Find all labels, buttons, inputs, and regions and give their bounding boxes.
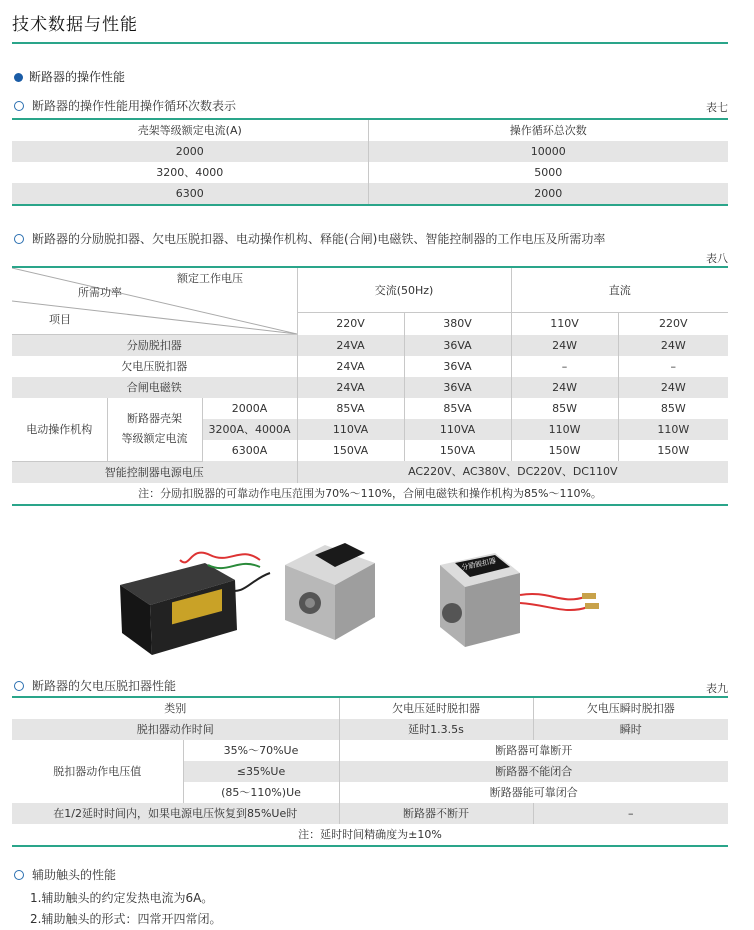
- circle-bullet-icon: [14, 101, 24, 111]
- table7-header-cell: 操作循环总次数: [368, 119, 728, 141]
- aux-item: 2.辅助触头的形式：四常开四常闭。: [30, 912, 222, 926]
- table7-caption: [14, 97, 236, 114]
- table7-cell: 3200、4000: [12, 162, 368, 183]
- table9: [12, 696, 728, 847]
- table8-cell: 150VA: [404, 440, 511, 461]
- table8-cell: –: [511, 356, 618, 377]
- table9-header-cell: 类别: [12, 697, 339, 719]
- table7-caption-text: 断路器的操作性能用操作循环次数表示: [32, 99, 237, 113]
- volt-range: ≤35%Ue: [183, 761, 339, 782]
- volt-range: (85～110%)Ue: [183, 782, 339, 803]
- motor-sub-label-2: 等级额定电流: [121, 432, 188, 446]
- table8-cell: 85VA: [297, 398, 404, 419]
- table8-cell: 24W: [618, 377, 728, 398]
- release-unit-image: [440, 553, 599, 647]
- table8-cell: 36VA: [404, 356, 511, 377]
- controller-label: 智能控制器电源电压: [12, 461, 297, 483]
- table9-header-cell: 欠电压延时脱扣器: [339, 697, 533, 719]
- table7-header-cell: 壳架等级额定电流(A): [12, 119, 368, 141]
- volt-header: 220V: [618, 313, 728, 335]
- table7-number: 表七: [706, 101, 728, 114]
- table7-cell: 10000: [368, 141, 728, 162]
- table8-cell: 150VA: [297, 440, 404, 461]
- motor-label: 电动操作机构: [12, 398, 107, 461]
- diag-label-voltage: 额定工作电压: [177, 272, 243, 285]
- table8-cell: 150W: [618, 440, 728, 461]
- table9-number: 表九: [706, 682, 728, 695]
- table8: [12, 266, 728, 506]
- aux-item: 1.辅助触头的约定发热电流为6A。: [30, 891, 214, 905]
- table8-caption-text: 断路器的分励脱扣器、欠电压脱扣器、电动操作机构、释能(合闸)电磁铁、智能控制器的工作电压及所需功率: [32, 232, 606, 246]
- table8-cell: 24VA: [297, 335, 404, 357]
- row-label: 分励脱扣器: [12, 335, 297, 357]
- dc-header: 直流: [511, 267, 728, 313]
- row-label: 欠电压脱扣器: [12, 356, 297, 377]
- table8-cell: 24W: [618, 335, 728, 357]
- table8-cell: 36VA: [404, 377, 511, 398]
- volt-range: 35%～70%Ue: [183, 740, 339, 761]
- table9-header-cell: 欠电压瞬时脱扣器: [533, 697, 728, 719]
- table8-cell: 110W: [618, 419, 728, 440]
- volt-header: 220V: [297, 313, 404, 335]
- controller-value: AC220V、AC380V、DC220V、DC110V: [297, 461, 728, 483]
- aux-heading: [14, 866, 116, 883]
- volt-label: 脱扣器动作电压值: [12, 740, 183, 803]
- motor-current: 2000A: [202, 398, 297, 419]
- table8-cell: 110W: [511, 419, 618, 440]
- table8-cell: 110VA: [297, 419, 404, 440]
- table9-caption: [14, 677, 176, 694]
- row-label: 在1/2延时时间内，如果电源电压恢复到85%Ue时: [12, 803, 339, 824]
- title-rule: [12, 42, 728, 44]
- section-title: 断路器的操作性能: [29, 70, 126, 84]
- table8-cell: 150W: [511, 440, 618, 461]
- circle-bullet-icon: [14, 681, 24, 691]
- table8-cell: 24VA: [297, 356, 404, 377]
- bullet-dot-icon: [14, 73, 23, 82]
- circle-bullet-icon: [14, 234, 24, 244]
- table8-cell: 110VA: [404, 419, 511, 440]
- product-photo: [110, 535, 640, 665]
- motor-sub-label: [107, 398, 202, 461]
- section-heading: [14, 68, 125, 85]
- page-title: 技术数据与性能: [12, 15, 138, 35]
- motor-sub-label-1: 断路器壳架: [127, 412, 182, 426]
- motor-current: 6300A: [202, 440, 297, 461]
- diag-label-item: 项目: [49, 313, 71, 326]
- table7-cell: 5000: [368, 162, 728, 183]
- table9-cell: 断路器不能闭合: [339, 761, 728, 782]
- motor-current: 3200A、4000A: [202, 419, 297, 440]
- table8-cell: 85W: [511, 398, 618, 419]
- circle-bullet-icon: [14, 870, 24, 880]
- ac-header: 交流(50Hz): [297, 267, 511, 313]
- table8-cell: 24W: [511, 377, 618, 398]
- table7-cell: 2000: [12, 141, 368, 162]
- volt-header: 110V: [511, 313, 618, 335]
- table8-caption: [14, 230, 605, 247]
- controller-module-image: [120, 563, 237, 655]
- table7: [12, 118, 728, 206]
- table8-cell: 85VA: [404, 398, 511, 419]
- table9-cell: 瞬时: [533, 719, 728, 740]
- table9-cell: –: [533, 803, 728, 824]
- aux-title: 辅助触头的性能: [32, 868, 117, 882]
- diag-label-power: 所需功率: [78, 286, 122, 299]
- volt-header: 380V: [404, 313, 511, 335]
- photo-label: 分励脱扣器: [460, 556, 497, 572]
- table8-cell: 36VA: [404, 335, 511, 357]
- table9-cell: 断路器可靠断开: [339, 740, 728, 761]
- table8-note: 注：分励扣脱器的可靠动作电压范围为70%～110%，合闸电磁铁和操作机构为85%～110%。: [12, 483, 728, 505]
- table8-number: 表八: [706, 252, 728, 265]
- table7-cell: 6300: [12, 183, 368, 205]
- table9-cell: 断路器能可靠闭合: [339, 782, 728, 803]
- table9-cell: 断路器不断开: [339, 803, 533, 824]
- table9-note: 注：延时时间精确度为±10%: [12, 824, 728, 846]
- table8-cell: 24VA: [297, 377, 404, 398]
- table7-cell: 2000: [368, 183, 728, 205]
- table9-cell: 延时1.3.5s: [339, 719, 533, 740]
- row-label: 脱扣器动作时间: [12, 719, 339, 740]
- row-label: 合闸电磁铁: [12, 377, 297, 398]
- table8-cell: 24W: [511, 335, 618, 357]
- table8-cell: –: [618, 356, 728, 377]
- table8-diagonal-header: [12, 267, 297, 335]
- table8-cell: 85W: [618, 398, 728, 419]
- table9-caption-text: 断路器的欠电压脱扣器性能: [32, 679, 177, 693]
